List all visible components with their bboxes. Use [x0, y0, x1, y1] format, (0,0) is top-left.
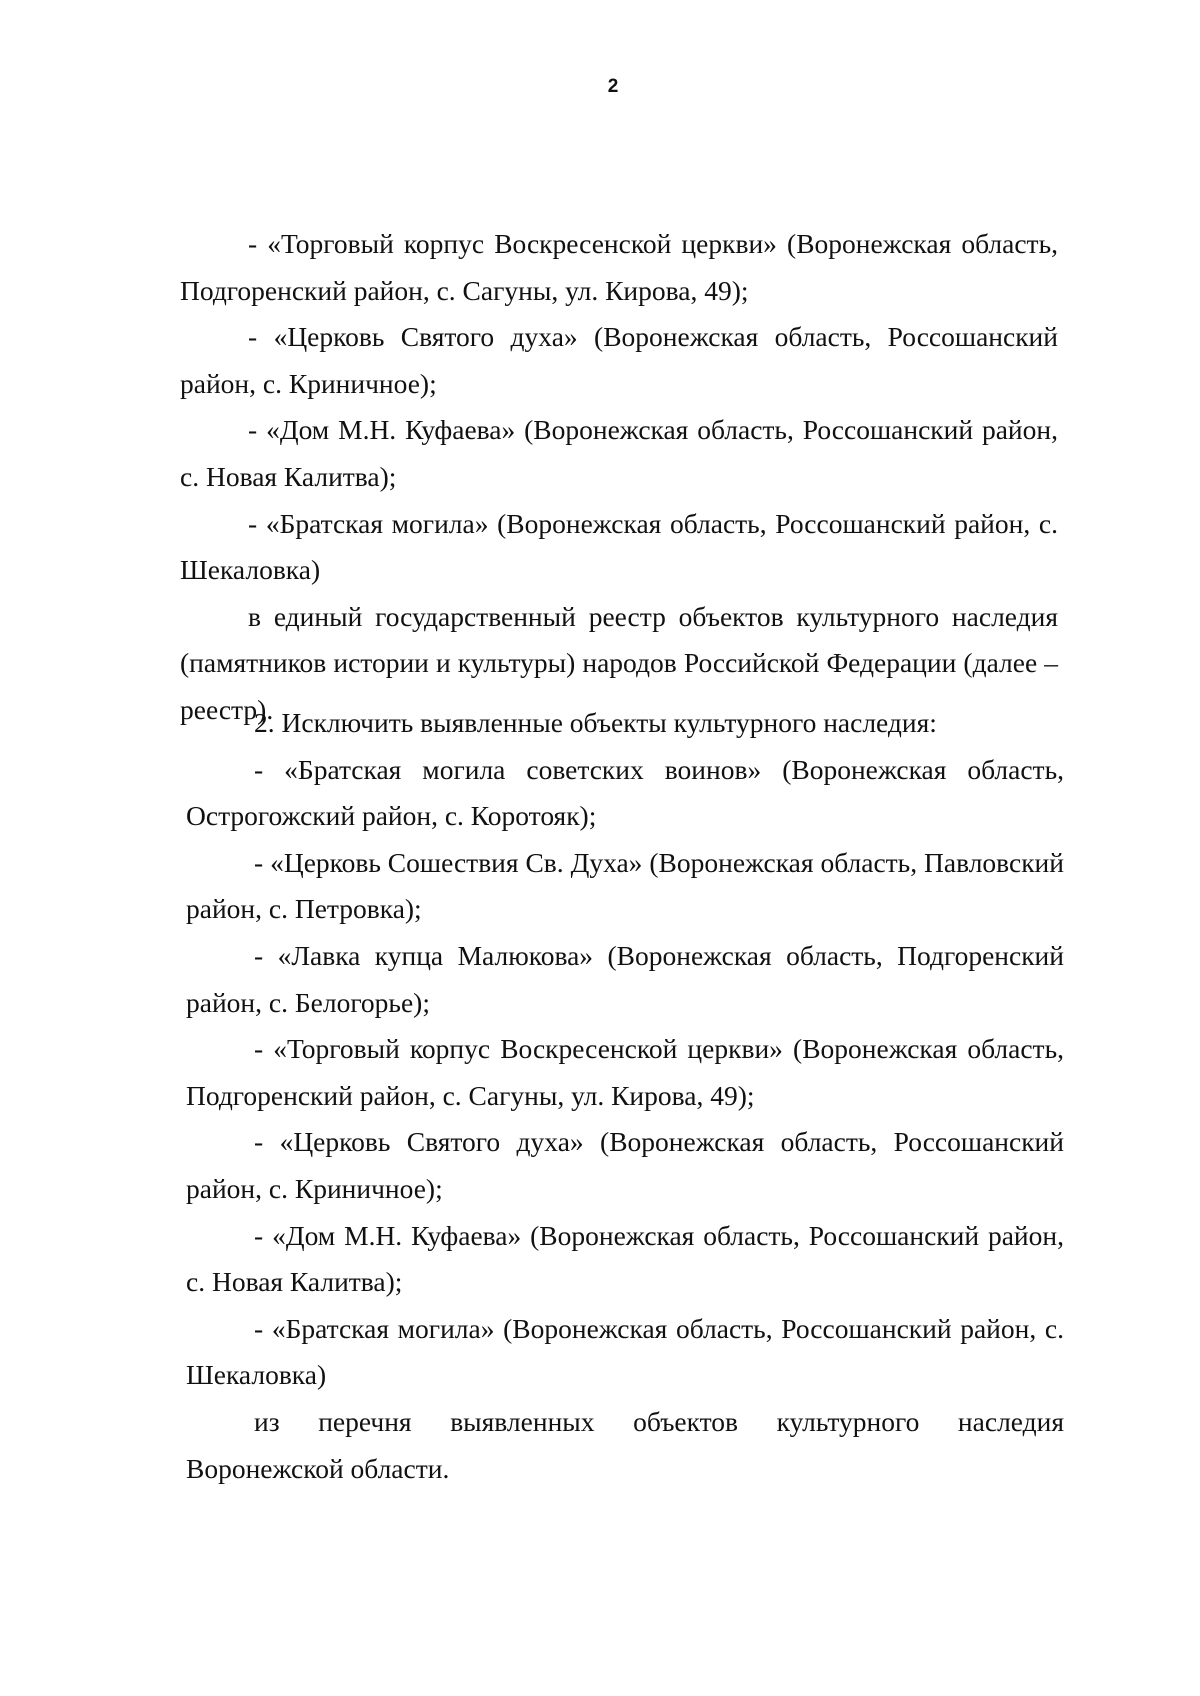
list-item: - «Лавка купца Малюкова» (Воронежская область, Подгоренский район, с. Белогорье); — [186, 939, 1064, 1018]
registry-inclusion-paragraph: в единый государственный реестр объектов культурного наследия (памятников истории и культуры) народов Российской Федерации (далее – реестр). — [180, 600, 1058, 725]
list-item: - «Торговый корпус Воскресенской церкви» (Воронежская область, Подгоренский район, с. Сагуны, ул. Кирова, 49); — [186, 1033, 1064, 1111]
list-item: - «Дом М.Н. Куфаева» (Воронежская область, Россошанский район, с. Новая Калитва); — [180, 414, 1058, 492]
list-item: - «Братская могила» (Воронежская область, Россошанский район, с. Шекаловка) — [180, 507, 1058, 586]
exclusion-closing-paragraph: из перечня выявленных объектов культурного наследия Воронежской области. — [186, 1405, 1064, 1484]
page-number: 2 — [607, 76, 619, 97]
list-item: - «Братская могила» (Воронежская область, Россошанский район, с. Шекаловка) — [186, 1312, 1064, 1391]
list-item: - «Церковь Святого духа» (Воронежская область, Россошанский район, с. Криничное); — [186, 1126, 1064, 1204]
list-item: - «Торговый корпус Воскресенской церкви» (Воронежская область, Подгоренский район, с. Сагуны, ул. Кирова, 49); — [180, 228, 1058, 306]
inclusion-list-section — [180, 221, 1058, 734]
exclusion-list-section — [186, 700, 1064, 1492]
list-item: - «Церковь Святого духа» (Воронежская область, Россошанский район, с. Криничное); — [180, 321, 1058, 399]
section-heading: 2. Исключить выявленные объекты культурного наследия: — [254, 707, 937, 738]
list-item: - «Дом М.Н. Куфаева» (Воронежская область, Россошанский район, с. Новая Калитва); — [186, 1219, 1064, 1298]
list-item: - «Братская могила советских воинов» (Воронежская область, Острогожский район, с. Коротояк); — [186, 753, 1064, 832]
list-item: - «Церковь Сошествия Св. Духа» (Воронежская область, Павловский район, с. Петровка); — [186, 846, 1064, 925]
